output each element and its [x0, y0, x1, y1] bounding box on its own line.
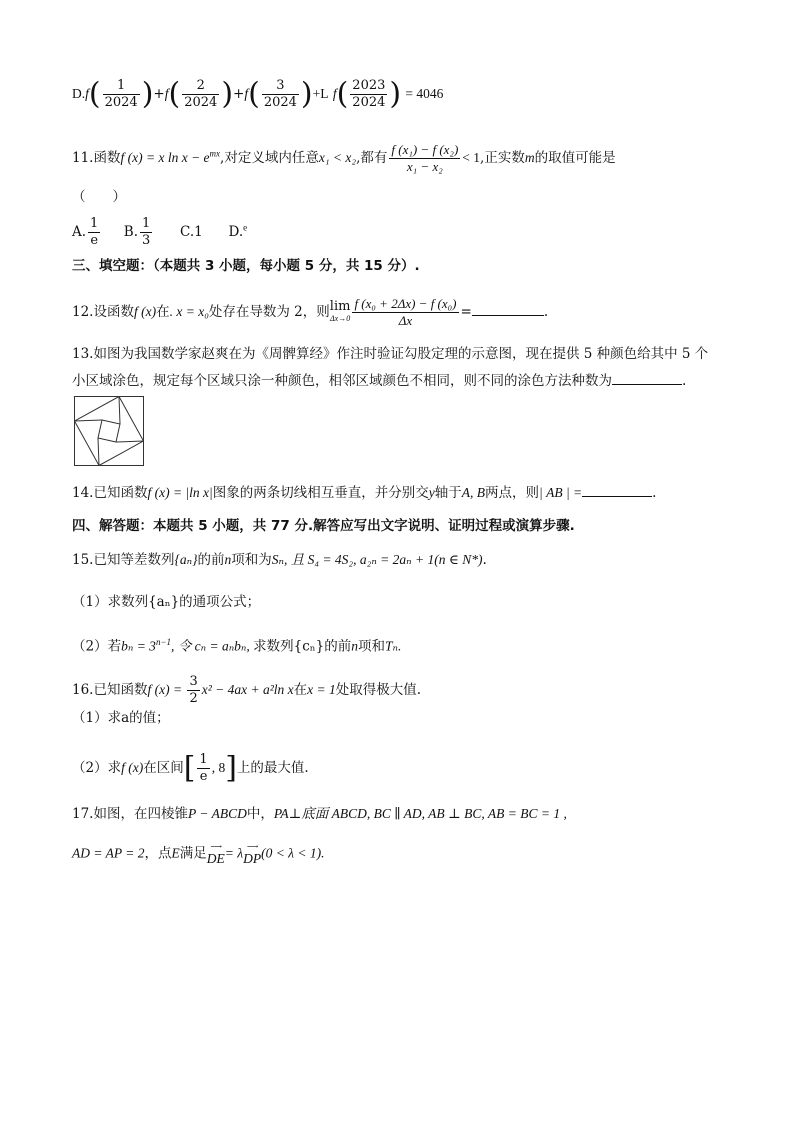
q13-line2 [72, 370, 686, 391]
func-expr: f (x) [121, 760, 144, 775]
text: 项和为 [231, 552, 272, 568]
vector-arrow-icon: ⟶ [210, 842, 221, 851]
domain: (n ∈ N*) [434, 552, 483, 567]
func-f: f [164, 86, 169, 101]
limit [329, 298, 351, 325]
text: 16.已知函数 [72, 682, 148, 698]
q17-line2 [72, 842, 325, 866]
paren-open: ( [336, 76, 349, 112]
func-expr: f (x) = [120, 150, 159, 165]
text: ,正实数 [480, 150, 525, 166]
interval-right: , 8 [211, 760, 226, 775]
q11-stem [72, 142, 616, 175]
func-expr: f (x) [133, 304, 157, 319]
q15-stem [72, 550, 487, 570]
result: = 4046 [405, 86, 444, 101]
text: 12.设函数 [72, 304, 134, 320]
variable: n [351, 638, 358, 654]
variable: m [524, 150, 535, 165]
func-f: f [332, 86, 337, 101]
condition: AD = AP = 2 [72, 845, 145, 861]
divider-line [98, 438, 99, 466]
question-number: 11. [72, 150, 94, 166]
variable: y [428, 485, 435, 500]
center-square [98, 420, 120, 442]
exponent: mx [209, 148, 221, 159]
q13-line1: 13.如图为我国数学家赵爽在为《周髀算经》作注时验证勾股定理的示意图，现在提供 5 种颜色给其中 5 个 [72, 346, 709, 362]
denominator: x₁ − x₂ [406, 159, 443, 174]
q16-stem [72, 674, 421, 707]
func-f: f [244, 86, 249, 101]
vector-arrow-icon: ⟶ [246, 842, 258, 851]
text: （2）求 [72, 760, 122, 776]
vector-dp [243, 842, 261, 866]
equals: = λ [224, 845, 244, 861]
vector-de [207, 842, 225, 866]
inequality: < 1 [462, 150, 481, 165]
text: 14.已知函数 [72, 485, 148, 501]
exponent: n−1 [155, 637, 172, 647]
point: E [171, 845, 180, 861]
zhao-shuang-diagram [74, 396, 144, 466]
numerator: 1 [199, 752, 208, 767]
condition: , 且 S₄ = 4S₂, a₂ₙ = 2aₙ + 1 [284, 552, 435, 567]
text: 的取值可能是 [534, 150, 616, 166]
numerator: 1 [103, 78, 140, 95]
inner-tilted-square [75, 397, 144, 466]
option-b-label: B. [123, 224, 139, 240]
variable: Tₙ. [385, 638, 402, 654]
option-a-label: A. [72, 224, 87, 240]
plus-sign: + [153, 86, 165, 102]
q15-part1: （1）求数列{aₙ}的通项公式； [72, 594, 261, 610]
fraction [197, 752, 209, 785]
denominator: Δx [398, 313, 413, 328]
paren-close: ) [389, 76, 402, 112]
text: 15.已知等差数列 [72, 552, 175, 568]
text: 图象的两条切线相互垂直，并分别交 [212, 485, 429, 501]
text: 在 [293, 682, 308, 698]
numerator: 2 [182, 78, 219, 95]
divider-line [116, 441, 144, 442]
bracket-open: [ [183, 750, 196, 786]
lim-subscript: Δx→0 [329, 313, 351, 323]
option-d-value: e [243, 222, 248, 233]
period: . [482, 552, 487, 568]
option-b-fraction [140, 216, 152, 249]
text: 的前 [197, 552, 225, 568]
text: 在区间 [143, 760, 184, 776]
conditions: PA⊥底面 ABCD, BC ∥ AD, AB ⊥ BC, AB = BC = 1 , [273, 806, 567, 821]
outer-square [75, 397, 144, 466]
option-label: D. [72, 86, 86, 101]
text: ，点 [144, 845, 172, 862]
text: 处取得极大值. [335, 682, 422, 698]
section-4-heading: 四、解答题：本题共 5 小题，共 77 分.解答应写出文字说明、证明过程或演算步骤. [72, 518, 575, 534]
denominator: e [90, 233, 99, 248]
q10-option-d [72, 78, 443, 111]
expression: bₙ = 3 [121, 638, 156, 654]
fraction [262, 78, 299, 111]
vector-label: DE [206, 851, 225, 866]
text: 小区域涂色，规定每个区域只涂一种颜色，相邻区域颜色不相同，则不同的涂色方法种数为 [72, 373, 612, 389]
range: (0 < λ < 1). [261, 845, 325, 861]
numerator: f (x₀ + 2Δx) − f (x₀) [354, 296, 457, 311]
denominator: e [199, 769, 208, 784]
paren-open: ( [168, 76, 181, 112]
denominator: 3 [142, 233, 151, 248]
paren-open: ( [248, 76, 260, 112]
denominator: 2024 [352, 95, 386, 110]
text: 项和 [358, 638, 385, 655]
text: 轴于 [434, 485, 462, 501]
text: （2）若 [72, 638, 122, 655]
divider-line [119, 397, 120, 425]
q15-part2 [72, 632, 401, 657]
vector-label: DP [243, 851, 262, 866]
denominator: 2024 [263, 95, 297, 110]
fraction [187, 674, 199, 707]
period: . [682, 373, 687, 389]
fraction [350, 78, 387, 111]
point: x = 1 [307, 682, 336, 697]
point: . x = x₀ [169, 304, 209, 319]
answer-blank[interactable] [582, 482, 652, 497]
solid-name: P − ABCD [187, 806, 247, 821]
lim-text: lim [329, 298, 351, 314]
func-expr: x ln x − e [158, 150, 210, 165]
bracket-close: ] [225, 750, 237, 786]
text: ,对定义域内任意 [220, 150, 319, 166]
section-3-heading: 三、填空题：（本题共 3 小题，每小题 5 分，共 15 分）. [72, 258, 420, 274]
q12-stem [72, 296, 548, 329]
period: . [652, 485, 657, 501]
numerator: f (x₁) − f (x₂) [391, 142, 459, 157]
variable: n [224, 552, 232, 567]
divider-line [75, 420, 103, 421]
numerator: 1 [90, 216, 99, 231]
option-a-fraction [88, 216, 100, 249]
option-d-label: D. [228, 224, 244, 240]
func-expr: f (x) = |ln x| [147, 485, 213, 500]
paren-open: ( [88, 76, 101, 112]
sequence: {aₙ} [174, 552, 198, 567]
ellipsis: +L [312, 86, 329, 101]
denominator: 2 [189, 691, 198, 706]
fraction [389, 142, 460, 175]
text: 在 [156, 304, 170, 320]
answer-blank[interactable] [472, 301, 544, 316]
expression: | AB | = [539, 485, 583, 500]
q16-part2 [72, 752, 309, 785]
variable: Sₙ [271, 552, 284, 567]
text: 17.如图，在四棱锥 [72, 806, 188, 822]
fraction [182, 78, 219, 111]
paren-close: ) [300, 76, 313, 112]
text: 函数 [93, 150, 121, 166]
text: 满足 [179, 845, 207, 862]
answer-blank[interactable] [612, 370, 682, 385]
text: 两点，则 [485, 485, 539, 501]
text: ,都有 [356, 150, 388, 166]
q17-line1 [72, 804, 567, 824]
q16-part1: （1）求a的值； [72, 710, 170, 726]
numerator: 2023 [352, 78, 386, 93]
q11-paren: （ ） [72, 189, 126, 205]
condition: x₁ < x₂ [318, 150, 357, 165]
q11-options [72, 216, 247, 249]
numerator: 3 [189, 674, 198, 689]
numerator: 1 [142, 216, 151, 231]
points: A, B [461, 485, 485, 500]
text: 中， [246, 806, 274, 822]
denominator: 2024 [184, 95, 218, 110]
text: 上的最大值. [236, 760, 309, 776]
paren-close: ) [141, 76, 154, 112]
expression: , 令 cₙ = aₙbₙ, [171, 638, 254, 654]
func-f: f [85, 86, 89, 101]
func-expr: f (x) = [147, 682, 186, 697]
paren-close: ) [221, 76, 234, 112]
text: 求数列{cₙ}的前 [253, 638, 352, 655]
numerator: 3 [262, 78, 299, 95]
denominator: 2024 [104, 95, 138, 110]
period: . [543, 304, 549, 320]
fraction [352, 296, 458, 329]
q14-stem [72, 482, 656, 503]
text: 处存在导数为 2，则 [208, 304, 330, 320]
equals: = [460, 304, 472, 320]
func-expr: x² − 4ax + a²ln x [201, 682, 294, 697]
fraction [103, 78, 140, 111]
option-c: C.1 [180, 224, 203, 240]
plus-sign: + [233, 86, 245, 102]
